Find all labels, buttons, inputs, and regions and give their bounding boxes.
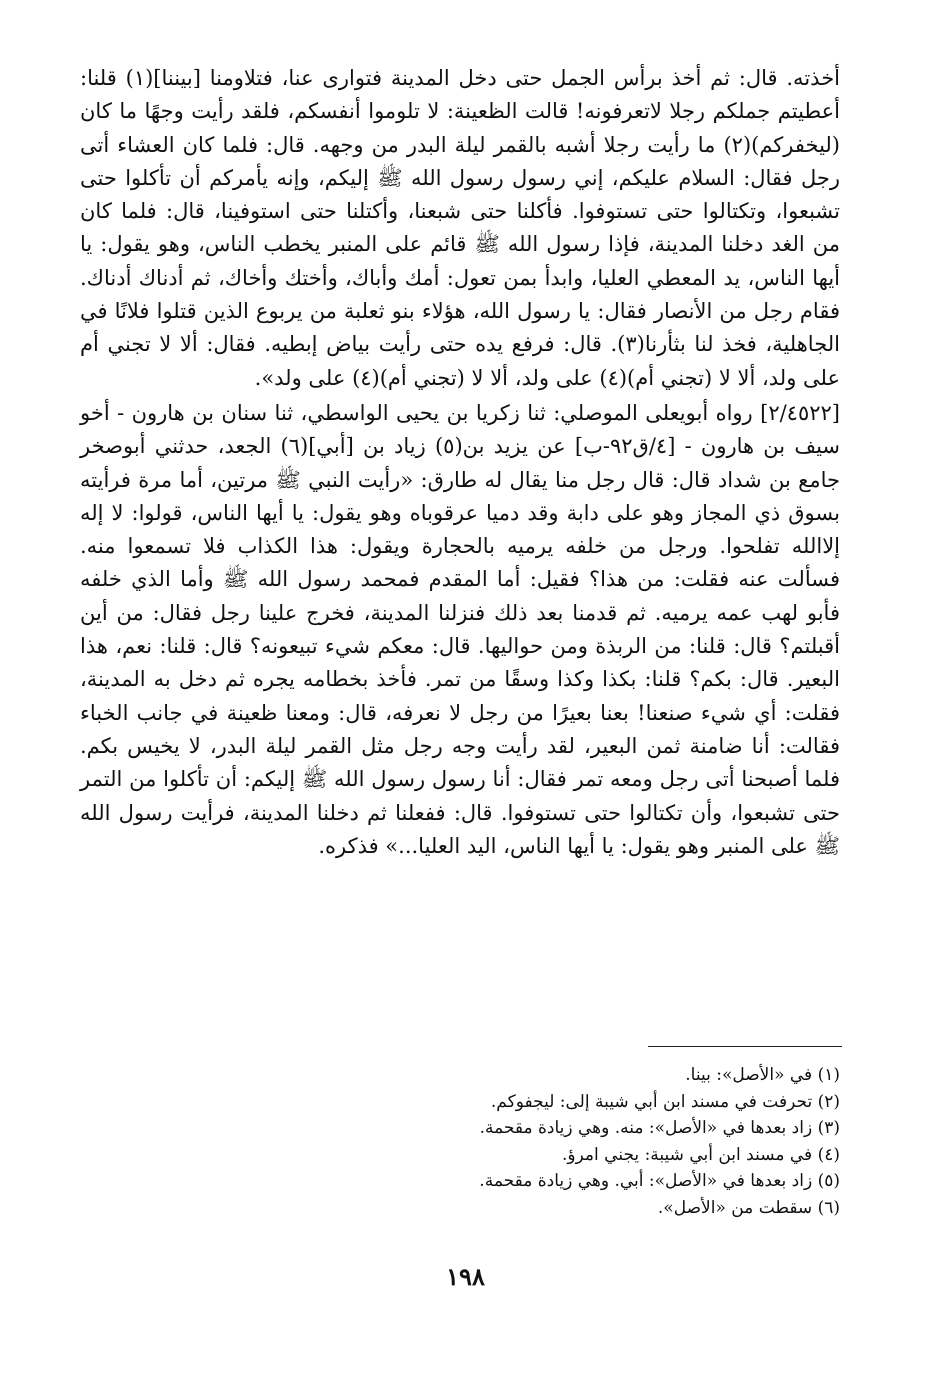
- footnote-2: (٢) تحرفت في مسند ابن أبي شيبة إلى: ليجفوكم.: [490, 1091, 840, 1112]
- footnote-divider: [648, 1046, 842, 1047]
- footnote-3: (٣) زاد بعدها في «الأصل»: منه. وهي زيادة مقحمة.: [479, 1118, 840, 1138]
- paragraph-1: أخذته. قال: ثم أخذ برأس الجمل حتى دخل المدينة فتوارى عنا، فتلاومنا [بيننا](١) قلنا: أعطيتم جملكم رجلا لاتعرفونه! قالت الظعينة: لا تلوموا أنفسكم، فلقد رأيت وجهًا ما كان (ليخفركم)(٢) ما رأيت رجلا أشبه بالقمر ليلة البدر من وجهه. قال: فلما كان العشاء أتى رجل فقال: السلام عليكم، إني رسول رسول الله ﷺ إليكم، وإنه يأمركم أن تأكلوا حتى تشبعوا، وتكتالوا حتى تستوفوا. فأكلنا حتى شبعنا، وأكتلنا حتى استوفينا، قال: فلما كان من الغد دخلنا المدينة، فإذا رسول الله ﷺ قائم على المنبر يخطب الناس، وهو يقول: يا أيها الناس، يد المعطي العليا، وابدأ بمن تعول: أمك وأباك، وأختك وأخاك، ثم أدناك أدناك. فقام رجل من الأنصار فقال: يا رسول الله، هؤلاء بنو ثعلبة من يربوع الذين قتلوا فلانًا في الجاهلية، فخذ لنا بثأرنا(٣). قال: فرفع يده حتى رأيت بياض إبطيه. فقال: ألا لا تجني أم على ولد، ألا لا (تجني أم)(٤) على ولد، ألا لا (تجني أم)(٤) على ولد».: [80, 66, 841, 390]
- page-number: ١٩٨: [446, 1262, 485, 1291]
- footnote-1: (١) في «الأصل»: بينا.: [685, 1065, 840, 1085]
- footnote-5: (٥) زاد بعدها في «الأصل»: أبي. وهي زيادة مقحمة.: [479, 1171, 840, 1191]
- footnotes: [80, 1062, 840, 1221]
- footnote-4: (٤) في مسند ابن أبي شيبة: يجني امرؤ.: [561, 1144, 840, 1165]
- paragraph-2: [٢/٤٥٢٢] رواه أبويعلى الموصلي: ثنا زكريا بن يحيى الواسطي، ثنا سنان بن هارون - أخو سيف بن هارون - [٤/ق٩٢-ب] عن يزيد بن(٥) زياد بن [أبي](٦) الجعد، حدثني أبوصخر جامع بن شداد قال: قال رجل منا يقال له طارق: «رأيت النبي ﷺ مرتين، أما مرة فرأيته بسوق ذي المجاز وهو على دابة وقد دميا عرقوباه وهو يقول: يا أيها الناس، قولوا: لا إله إلاالله تفلحوا. ورجل من خلفه يرميه بالحجارة ويقول: هذا الكذاب فلا تسمعوا منه. فسألت عنه فقلت: من هذا؟ فقيل: أما المقدم فمحمد رسول الله ﷺ وأما الذي خلفه فأبو لهب عمه يرميه. ثم قدمنا بعد ذلك فنزلنا المدينة، فخرج علينا رجل فقال: من أين أقبلتم؟ قال: قلنا: من الربذة ومن حواليها. قال: معكم شيء تبيعونه؟ قال: قلنا: نعم، هذا البعير. قال: بكم؟ قلنا: بكذا وكذا وسقًا من تمر. فأخذ بخطامه يجره ثم دخل به المدينة، فقلت: أي شيء صنعنا! بعنا بعيرًا من رجل لا نعرفه، قال: ومعنا ظعينة في جانب الخباء فقالت: أنا ضامنة ثمن البعير، لقد رأيت وجه رجل مثل القمر ليلة البدر، لا يخيس بكم. فلما أصبحنا أتى رجل ومعه تمر فقال: أنا رسول رسول الله ﷺ إليكم: أن تأكلوا من التمر حتى تشبعوا، وأن تكتالوا حتى تستوفوا. قال: ففعلنا ثم دخلنا المدينة، فرأيت رسول الله ﷺ على المنبر وهو يقول: يا أيها الناس، اليد العليا...» فذكره.: [80, 400, 841, 858]
- footnote-6: (٦) سقطت من «الأصل».: [657, 1197, 840, 1218]
- main-text: [80, 62, 840, 863]
